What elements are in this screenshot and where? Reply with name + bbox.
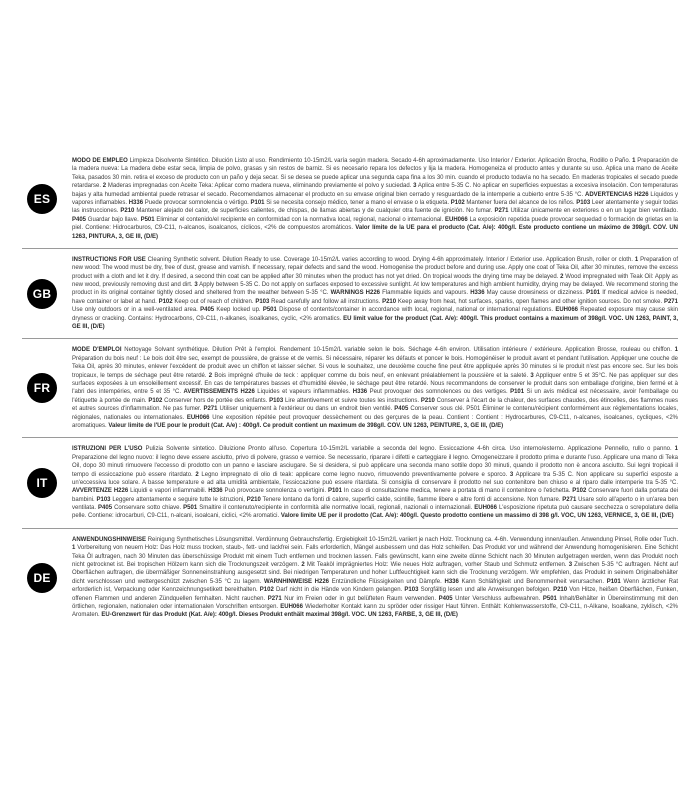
bold-text-segment: P210	[120, 208, 135, 215]
language-badge-text: GB	[32, 286, 52, 301]
text-segment: In caso di consultazione medica, tenere a portata di mano il contenitore o l'etichetta.	[341, 488, 573, 495]
instructions-paragraph	[72, 536, 678, 620]
text-segment: Cleaning Synthetic solvent. Dilution Ready to use. Coverage 10-15m2/L varies according to wood. Drying 4-6h approximately. Interior / Exterior use. Application Brush, roller or cloth.	[145, 256, 635, 263]
text-segment: Lire attentivement et suivre toutes les instructions.	[283, 397, 421, 404]
text-segment: Leggere attentamente e seguire tutte le istruzioni,	[110, 496, 247, 503]
language-badge	[27, 184, 57, 214]
text-segment: If medical advice is needed, have container or label at hand.	[72, 290, 678, 305]
bold-text-segment: P271	[203, 406, 218, 413]
language-badge-text: DE	[33, 570, 51, 585]
bold-text-segment: H336	[470, 290, 485, 297]
text-segment: Keep locked up.	[214, 307, 263, 314]
text-segment: Reinigung Synthetisches Lösungsmittel. Verdünnung Gebrauchsfertig. Ergiebigkeit 10-15m2/L variiert je nach Holz. Trocknung ca. 4-6h. Verwendung innen/außen. Anwendung Pinsel, Rolle oder Tuch.	[146, 536, 678, 543]
bold-text-segment: MODO DE EMPLEO	[72, 158, 128, 164]
instructions-paragraph	[72, 256, 678, 332]
text-segment: Liquides et vapeurs inflammables.	[254, 389, 353, 396]
text-segment: Mit Teaköl imprägniertes Holz: Wie neues Holz auftragen, vorher Staub und Schmutz entfernen.	[304, 562, 569, 569]
text-segment: Utilizar únicamente en exteriores o en un lugar bien ventilado.	[508, 208, 678, 215]
text-segment: Limpieza Disolvente Sintético. Dilución Listo al uso. Rendimiento 10-15m2/L varía según madera. Secado 4-6h aproximadamente. Uso Interior / Exterior. Aplicación Brocha, Rodillo o Paño.	[127, 158, 633, 164]
text-segment: Kann Schläfrigkeit und Benommenheit verursachen.	[458, 578, 607, 585]
text-segment: Conservare sotto chiave.	[112, 505, 184, 512]
bold-text-segment: EUH066	[186, 414, 210, 421]
bold-text-segment: P405	[394, 406, 409, 413]
language-section-gb	[22, 251, 678, 337]
bold-text-segment: 3	[413, 183, 417, 190]
language-badge	[27, 468, 57, 498]
product-label	[22, 152, 678, 625]
text-segment: Maderas impregnadas con Aceite Teka: Aplicar como madera nueva, eliminando previamente el polvo y suciedad.	[106, 183, 414, 190]
bold-text-segment: Valeur limite de l'UE pour le produit (Cat. A/e) : 400g/l. Ce produit contient un maximum de 398g/l. COV. UN 1263, PEINTURE, 3, GE III, (D/E)	[108, 422, 504, 429]
instructions-paragraph	[72, 157, 678, 241]
language-badge	[27, 373, 57, 403]
bold-text-segment: P405	[72, 216, 87, 223]
bold-text-segment: EUH066	[280, 603, 303, 610]
bold-text-segment: 1	[632, 158, 636, 164]
bold-text-segment: P210	[382, 298, 397, 305]
bold-text-segment: P501	[262, 307, 277, 314]
text-segment: Eliminar el contenido/el recipiente en conformidad con la normativa local, regional, nacional o internacional.	[154, 216, 445, 223]
text-segment: Wenn ärztlicher Rat erforderlich ist, Verpackung oder Kennzeichnungsetikett bereithalten.	[72, 578, 679, 594]
text-segment: Read carefully and follow all instructions.	[269, 298, 383, 305]
text-segment: Use only outdoors or in a well-ventilated area.	[72, 307, 201, 314]
bold-text-segment: H336	[444, 578, 459, 585]
bold-text-segment: Valore limite UE per il prodotto (Cat. A/e): 400g/l. Questo prodotto contiene un massimo di 398 g/l. VOC, UN 1263, VERNICE, 3, GE III, (D/E)	[280, 513, 674, 520]
text-segment: Usare solo all'aperto o in un'area ben ventilata.	[72, 496, 678, 512]
bold-text-segment: 2	[560, 273, 564, 280]
bold-text-segment: P103	[404, 587, 419, 594]
bold-text-segment: P501	[140, 216, 155, 223]
section-divider	[22, 338, 678, 339]
text-segment: Smaltire il contenuto/recipiente in conformità alle normative locali, regionali, nazionali o internazionali.	[197, 505, 475, 512]
bold-text-segment: EUH066	[555, 307, 579, 314]
text-segment: Sorgfältig lesen und alle Anweisungen befolgen.	[418, 587, 554, 594]
text-segment: Guardar bajo llave.	[86, 216, 141, 223]
language-badge-text: ES	[33, 191, 51, 206]
bold-text-segment: P102	[259, 587, 274, 594]
text-segment: Liquidi e vapori infiammabili.	[128, 488, 209, 495]
text-segment: Unter Verschluss aufbewahren.	[452, 595, 543, 602]
text-segment: Può provocare sonnolenza o vertigini.	[222, 488, 328, 495]
text-segment: May cause drowsiness or dizziness.	[484, 290, 587, 297]
bold-text-segment: P103	[255, 298, 270, 305]
bold-text-segment: 3	[568, 562, 573, 569]
instructions-paragraph	[72, 445, 678, 521]
bold-text-segment: P101	[586, 290, 601, 297]
text-segment: Leer atentamente y seguir todas las instrucciones.	[72, 199, 678, 215]
text-segment: Dispose of contents/container in accordance with local, regional, national or international regulations.	[276, 307, 556, 314]
bold-text-segment: 2	[208, 372, 213, 379]
bold-text-segment: WARNINGS H226	[330, 290, 381, 297]
text-segment: Vorbereitung von neuem Holz: Das Holz muss trocken, staub-, fett- und lackfrei sein. Falls erforderlich, Mängel ausbessern und das Holz schleifen. Das Produkt vor und während der Anwendung homogenisieren. Eine Schicht Teka Öl auftragen, nach 30 Minuten das überschüssige Produkt mit einem Tuch entfernen und trocknen lassen. Falls gewünscht, kann eine zweite dünne Schicht nach 30 Minuten aufgetragen werden, wenn das Produkt noch nicht getrocknet ist. Bei tropischen Hölzern kann sich die Trocknungszeit verzögern.	[72, 545, 678, 569]
language-section-es	[22, 152, 678, 246]
text-segment: Aplica entre 5-35 C. No aplicar en superficies expuestas a excesiva insolación. Con temperaturas bajas y alta humedad ambiental puede retrasar el secado. Recomendamos almacenar el producto en su envase original bien cerrado y resguardado de la intemperie a cubierto entre 5-35 °C.	[72, 183, 678, 198]
text-segment: Conservare fuori dalla portata dei bambini.	[72, 488, 679, 503]
section-divider	[22, 248, 678, 249]
text-segment: Puede provocar somnolencia o vértigo.	[143, 199, 251, 206]
bold-text-segment: P271	[562, 496, 577, 503]
bold-text-segment: P101	[250, 199, 265, 206]
bold-text-segment: INSTRUCTIONS FOR USE	[72, 256, 146, 263]
bold-text-segment: 2	[195, 471, 199, 478]
bold-text-segment: P102	[148, 397, 163, 404]
text-segment: Utiliser uniquement à l'extérieur ou dans un endroit bien ventilé.	[217, 406, 395, 413]
text-segment: Apply between 5-35 C. Do not apply on surfaces exposed to excessive sunlight. At low temperatures and high ambient humidity, drying may be delayed. We recommend storing the product in its original container tightly closed and sheltered from the weather between 5-35 °C.	[72, 282, 678, 297]
bold-text-segment: 1	[72, 545, 76, 552]
bold-text-segment: EU limit value for the product (Cat. A/e): 400g/l. This product contains a maximum of 398g/l. VOC. UN 1263, PAINT, 3, GE III, (D/E)	[72, 315, 679, 331]
text-segment: L'esposizione ripetuta può causare secchezza o screpolature della pelle. Contiene: idrocarburi, C9-C11, n-alcani, isoalcani, ciclici, <2% aromatici.	[72, 505, 678, 520]
text-segment: Si un avis médical est nécessaire, avoir l'emballage ou l'étiquette à portée de main.	[72, 389, 678, 404]
bold-text-segment: MODE D'EMPLOI	[72, 347, 122, 354]
text-segment: Preparation of new wood: The wood must be dry, free of dust, grease and varnish. If necessary, repair defects and sand the wood. Homogenise the product before and during use. Apply one coat of Teka Oil, after 30 minutes, remove the excess product with a cloth and let it dry. If desired, a second thin coat can be applied after 30 minutes when the product has not yet dried. On tropical woods the drying time may be delayed.	[72, 256, 679, 280]
bold-text-segment: ANWENDUNGSHINWEISE	[72, 536, 147, 543]
bold-text-segment: P210	[420, 397, 435, 404]
bold-text-segment: P103	[576, 199, 591, 206]
bold-text-segment: ISTRUZIONI PER L'USO	[72, 446, 143, 453]
bold-text-segment: 3	[530, 372, 534, 379]
text-segment: Keep out of reach of children.	[172, 298, 256, 305]
bold-text-segment: P210	[246, 496, 261, 503]
text-segment: Von Hitze, heißen Oberflächen, Funken, offenen Flammen und anderen Zündquellen fernhalten. Nicht rauchen.	[72, 587, 678, 602]
bold-text-segment: P405	[200, 307, 215, 314]
bold-text-segment: EUH066	[474, 505, 497, 512]
bold-text-segment: Valor límite de la UE para el producto (Cat. A/e): 400g/l. Este producto contiene un máximo de 398g/l. COV. UN 1263, PINTURA, 3, GE III, (D/E)	[72, 225, 678, 240]
bold-text-segment: 1	[674, 446, 678, 453]
bold-text-segment: 3	[509, 471, 514, 478]
bold-text-segment: H336	[352, 389, 368, 396]
text-segment: Zwischen 5-35 °C auftragen. Nicht auf Oberflächen auftragen, die übermäßiger Sonneneinstrahlung ausgesetzt sind. Bei niedrigen Temperaturen und hoher Luftfeuchtigkeit kann sich die Trocknung verzögern. Wir empfehlen, das Produkt in seinem Originalbehälter dicht verschlossen und wettergeschützt zwischen 5-35 °C zu lagern.	[72, 562, 678, 585]
text-segment: Wood impregnated with Teak Oil: Apply as new wood, previously removing dust and dirt.	[72, 273, 679, 289]
bold-text-segment: P101	[510, 389, 525, 396]
text-segment: Flammable liquids and vapours.	[380, 290, 471, 297]
text-segment: Conserver sous clé. P501 Éliminer le contenu/récipient conformément aux réglementations locales, régionales, nationales ou internationales.	[72, 406, 678, 421]
text-segment: Mantener alejado del calor, de superficies calientes, de chispas, de llamas abiertas y de cualquier otra fuente de ignición. No fumar.	[134, 208, 495, 215]
text-segment: Preparación de la madera nueva: La madera debe estar seca, limpia de polvo, grasas y sin restos de barniz. Si es necesario repara los defectos y lija la madera. Homogeneiza el producto antes y durante su uso. Aplica una mano de Aceite Teka, pasados 30 min. retira el exceso de producto con un paño y deja secar. Si se desea se puede aplicar una segunda capa fina a los 30 min. cuando el producto todavía no ha secado. En maderas tropicales el secado puede retardarse.	[72, 158, 678, 190]
bold-text-segment: P271	[267, 595, 282, 602]
bold-text-segment: 1	[634, 256, 639, 263]
bold-text-segment: P102	[158, 298, 173, 305]
text-segment: Nur im Freien oder in gut belüfteten Raum verwenden.	[281, 595, 439, 602]
bold-text-segment: P101	[606, 578, 621, 585]
section-divider	[22, 528, 678, 529]
text-segment: Conserver à l'écart de la chaleur, des surfaces chaudes, des étincelles, des flammes nues et autres sources d'inflammation. Ne pas fumer.	[72, 397, 678, 413]
bold-text-segment: WARNHINWEISE H226	[263, 578, 330, 585]
bold-text-segment: P103	[96, 496, 111, 503]
label-sections	[22, 152, 678, 625]
bold-text-segment: P271	[494, 208, 509, 215]
bold-text-segment: P210	[553, 587, 568, 594]
text-segment: Preparazione del legno nuovo: il legno deve essere asciutto, privo di polvere, grasso e vernice. Se necessario, riparare i difetti e carteggiare il legno. Omogeneizzare il prodotto prima e durante l'uso. Applicare una mano di Teka Oil, dopo 30 minuti rimuovere l'eccesso di prodotto con un panno e lasciare asciugare. Se si desidera, si può applicare una seconda mano sottile dopo 30 minuti, quando il prodotto non è ancora asciutto. Sui legni tropicali il tempo di essiccazione può essere ritardato.	[72, 454, 678, 478]
bold-text-segment: P501	[542, 595, 557, 602]
language-badge	[27, 279, 57, 309]
bold-text-segment: 2	[102, 183, 107, 190]
bold-text-segment: 2	[301, 562, 305, 569]
text-segment: Appliquer entre 5 et 35°C. Ne pas appliquer sur des surfaces exposées à un ensoleillement excessif. En cas de températures basses et d'humidité élevée, le séchage peut être retardé. Nous recommandons de conserver le produit dans son emballage d'origine, bien fermé et à l'abri des intempéries, entre 5 et 35 °C.	[72, 372, 678, 396]
text-segment: Applicare tra 5-35 C. Non applicare su superfici esposte a un'eccessiva luce solare. A basse temperature e ad alta umidità ambientale, l'essiccazione può essere ritardata. Si consiglia di conservare il prodotto nel suo contenitore ben chiuso e al riparo dalle intemperie tra 5-35 °C.	[72, 471, 678, 486]
bold-text-segment: EUH066	[444, 216, 468, 223]
bold-text-segment: H336	[128, 199, 144, 206]
text-segment: Bois imprégné d'huile de teck : appliquer comme du bois neuf, en enlevant préalablement la poussière et la saleté.	[212, 372, 531, 379]
language-section-it	[22, 440, 678, 526]
bold-text-segment: P103	[269, 397, 284, 404]
text-segment: Nettoyage Solvant synthétique. Dilution Prêt à l'emploi. Rendement 10-15m2/L variable selon le bois. Séchage 4-6h environ. Utilisation intérieure / extérieure. Application Brosse, rouleau ou chiffon.	[121, 347, 675, 354]
bold-text-segment: 1	[674, 347, 679, 354]
bold-text-segment: ADVERTENCIAS H226	[585, 191, 649, 198]
bold-text-segment: P405	[438, 595, 453, 602]
text-segment: Líquidos y vapores inflamables.	[72, 191, 678, 206]
bold-text-segment: EU-Grenzwert für das Produkt (Kat. A/e): 400g/l. Dieses Produkt enthält maximal 398g/l. VOC. UN 1263, FARBE, 3, GE III, (D/E)	[101, 612, 458, 619]
bold-text-segment: 3	[194, 282, 198, 289]
text-segment: Si se necesita consejo médico, tener a mano el envase o la etiqueta.	[264, 199, 451, 206]
text-segment: La exposición repetida puede provocar sequedad o formación de grietas en la piel. Contiene: Hidrocarburos, C9-C11, n-alcanos, isoalcanos, cíclicos, <2% de compuestos aromáticos.	[72, 216, 679, 232]
bold-text-segment: P102	[450, 199, 465, 206]
text-segment: Wiederholter Kontakt kann zu spröder oder rissiger Haut führen. Enthält: Kohlenwasserstoffe, C9-C11, n-Alkane, Isoalkane, zyklisch, <2% Aromaten.	[72, 603, 678, 619]
text-segment: Préparation du bois neuf : Le bois doit être sec, exempt de poussière, de graisse et de vernis. Si nécessaire, réparer les défauts et poncer le bois. Homogénéiser le produit avant et pendant l'utilisation. Appliquer une couche de Teka Oil, après 30 minutes, enlever l'excédent de produit avec un chiffon et laisser sécher. Si vous le souhaitez, une deuxième couche fine peut être appliquée après 30 minutes si le produit n'est pas encore sec. Sur les bois tropicaux, le temps de séchage peut être retardé.	[72, 355, 678, 379]
language-badge-text: IT	[36, 476, 48, 491]
text-segment: Entzündliche Flüssigkeiten und Dämpfe.	[329, 578, 445, 585]
bold-text-segment: AVERTISSEMENTS H226	[183, 389, 255, 396]
bold-text-segment: H336	[208, 488, 223, 495]
text-segment: Une exposition répétée peut provoquer dessèchement ou des gerçures de la peau. Contient : Contient : Hydrocarbures, C9-C11, n-alcanes, isoalcanes, cycliques, <2% aromatiques.	[72, 414, 678, 429]
text-segment: Tenere lontano da fonti di calore, superfici calde, scintille, fiamme libere e altre fonti di accensione. Non fumare.	[260, 496, 563, 503]
text-segment: Keep away from heat, hot surfaces, sparks, open flames and other ignition sources. Do not smoke.	[396, 298, 664, 305]
bold-text-segment: AVVERTENZE H226	[72, 488, 129, 495]
language-badge	[27, 563, 57, 593]
bold-text-segment: P501	[183, 505, 198, 512]
text-segment: Pulizia Solvente sintetico. Diluizione Pronto all'uso. Copertura 10-15m2/L variabile a seconda del legno. Essiccazione 4-6h circa. Uso interno/esterno. Applicazione Pennello, rullo o panno.	[142, 446, 675, 453]
section-divider	[22, 437, 678, 438]
text-segment: Inhalt/Behälter in Übereinstimmung mit den örtlichen, regionalen, nationalen oder internationalen Vorschriften entsorgen.	[72, 595, 678, 610]
text-segment: Conserver hors de portée des enfants.	[162, 397, 270, 404]
text-segment: Peut provoquer des somnolences ou des vertiges.	[367, 389, 511, 396]
language-section-fr	[22, 341, 678, 435]
instructions-paragraph	[72, 346, 678, 430]
text-segment: Darf nicht in die Hände von Kindern gelangen.	[273, 587, 405, 594]
bold-text-segment: P101	[327, 488, 342, 495]
language-section-de	[22, 531, 678, 625]
text-segment: Repeated exposure may cause skin dryness or cracking. Contains: Hydrocarbons, C9-C11, n-alkanes, isoalkanes, cyclic, <2% aromatics.	[72, 307, 679, 322]
bold-text-segment: P271	[663, 298, 678, 305]
language-badge-text: FR	[33, 381, 51, 396]
bold-text-segment: P405	[98, 505, 113, 512]
text-segment: Mantener fuera del alcance de los niños.	[464, 199, 577, 206]
text-segment: Legno impregnato di olio di teak: applicare come legno nuovo, rimuovendo preventivamente polvere e sporco.	[198, 471, 510, 478]
bold-text-segment: P102	[572, 488, 587, 495]
